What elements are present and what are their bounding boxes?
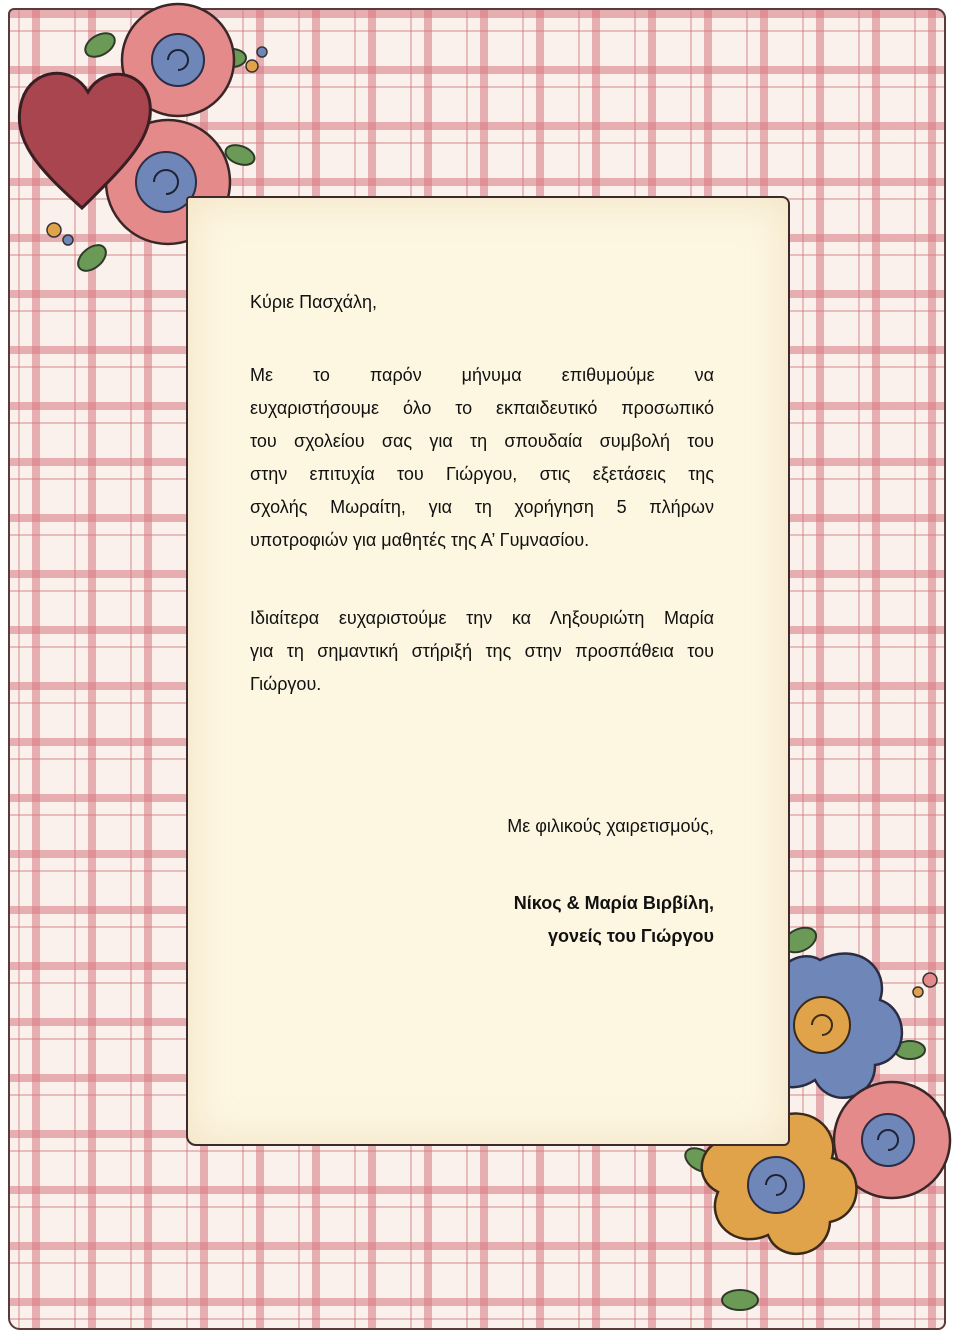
signature-name: Νίκος & Μαρία Βιρβίλη,: [513, 893, 714, 913]
paragraph-line: Γιώργου.: [250, 674, 322, 694]
paragraph-line: ευχαριστήσουμε όλο το εκπαιδευτικό προσωπικό: [250, 398, 714, 418]
paragraph-line: Με το παρόν μήνυμα επιθυμούμε να: [250, 365, 714, 385]
letter-paragraph-2: [250, 602, 714, 701]
letter-paragraph-1: [250, 359, 714, 557]
paragraph-line: του σχολείου σας για τη σπουδαία συμβολή του: [250, 431, 714, 451]
paragraph-line: υποτροφιών για μαθητές της Α’ Γυμνασίου.: [250, 530, 590, 550]
letter-signature: [250, 887, 714, 953]
paragraph-line: στην επιτυχία του Γιώργου, στις εξετάσεις της: [250, 464, 714, 484]
signature-role: γονείς του Γιώργου: [548, 926, 714, 946]
letter-greeting: Κύριε Πασχάλη,: [250, 292, 378, 312]
paragraph-line: για τη σημαντική στήριξή της στην προσπάθεια του: [250, 641, 714, 661]
paragraph-line: σχολής Μωραίτη, για τη χορήγηση 5 πλήρων: [250, 497, 714, 517]
paragraph-line: Ιδιαίτερα ευχαριστούμε την κα Ληξουριώτη Μαρία: [250, 608, 714, 628]
letter-closing: Με φιλικούς χαιρετισμούς,: [507, 816, 714, 836]
